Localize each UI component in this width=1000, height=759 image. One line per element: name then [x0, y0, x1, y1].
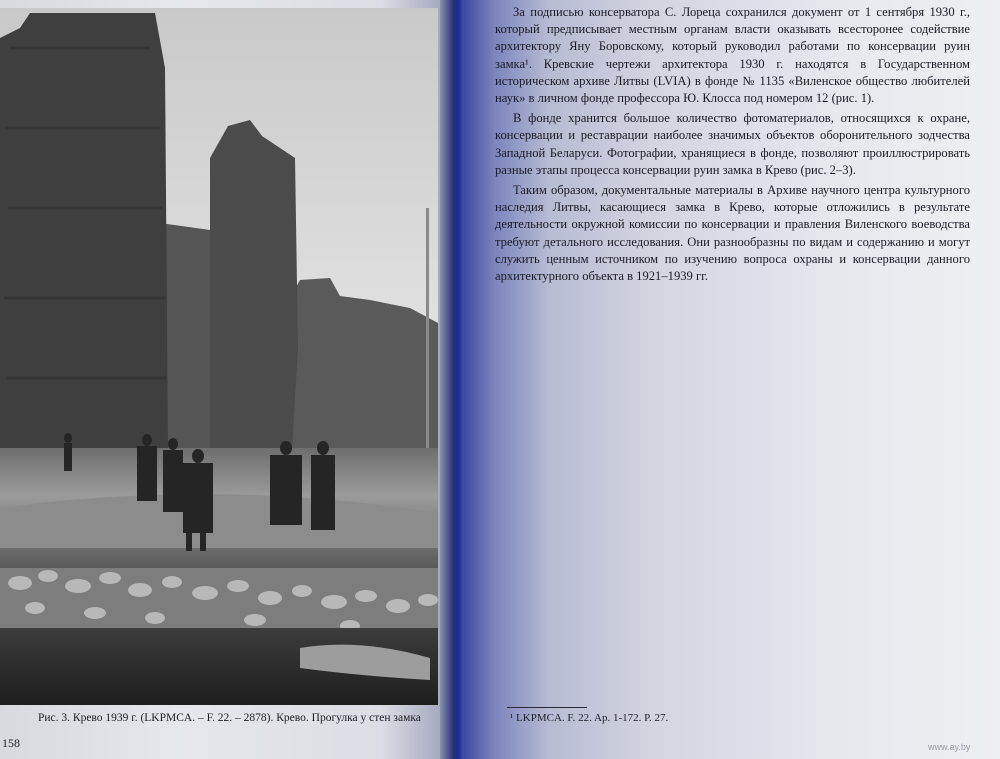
footnote-divider [507, 707, 587, 708]
paragraph: За подписью консерватора С. Лореца сохранился документ от 1 сентября 1930 г., который предписывает местным органам власти оказывать всесторонее содействие архитектору Яну Боровскому, который руководил работами по консервации руин замка¹. Кревские чертежи архитектора 1930 г. находятся в Государственном историческом архиве Литвы (LVIA) в фонде № 1135 «Виленское общество любителей наук» в личном фонде профессора Ю. Клосса под номером 12 (рис. 1). [495, 5, 970, 106]
footnote: ¹ LKPMCA. F. 22. Ap. 1-172. P. 27. [510, 712, 669, 724]
watermark: www.ay.by [928, 742, 971, 752]
castle-photo [0, 8, 438, 705]
page-number: 158 [2, 736, 20, 750]
left-page [0, 0, 448, 759]
castle-ruins-image [0, 8, 438, 705]
paragraph: В фонде хранится большое количество фотоматериалов, относящихся к охране, консервации и реставрации наиболее значимых объектов оборонительного зодчества Западной Беларуси. Фотографии, хранящиеся в фонде, позволяют проиллюстрировать разные этапы процесса консервации руин замка в Крево (рис. 2–3). [495, 111, 970, 177]
body-text [495, 4, 970, 288]
figure-caption: Рис. 3. Крево 1939 г. (LKPMCA. – F. 22. – 2878). Крево. Прогулка у стен замка [38, 712, 421, 724]
paragraph: Таким образом, документальные материалы в Архиве научного центра культурного наследия Литвы, касающиеся замка в Крево, которые отложились в результате деятельности окружной комиссии по консервации и правления Виленского воеводства требуют детального исследования. Они разнообразны по видам и содержанию и могут служить ценным источником по изучению вопроса охраны и консервации данного архитектурного объекта в 1921–1939 гг. [495, 183, 970, 284]
